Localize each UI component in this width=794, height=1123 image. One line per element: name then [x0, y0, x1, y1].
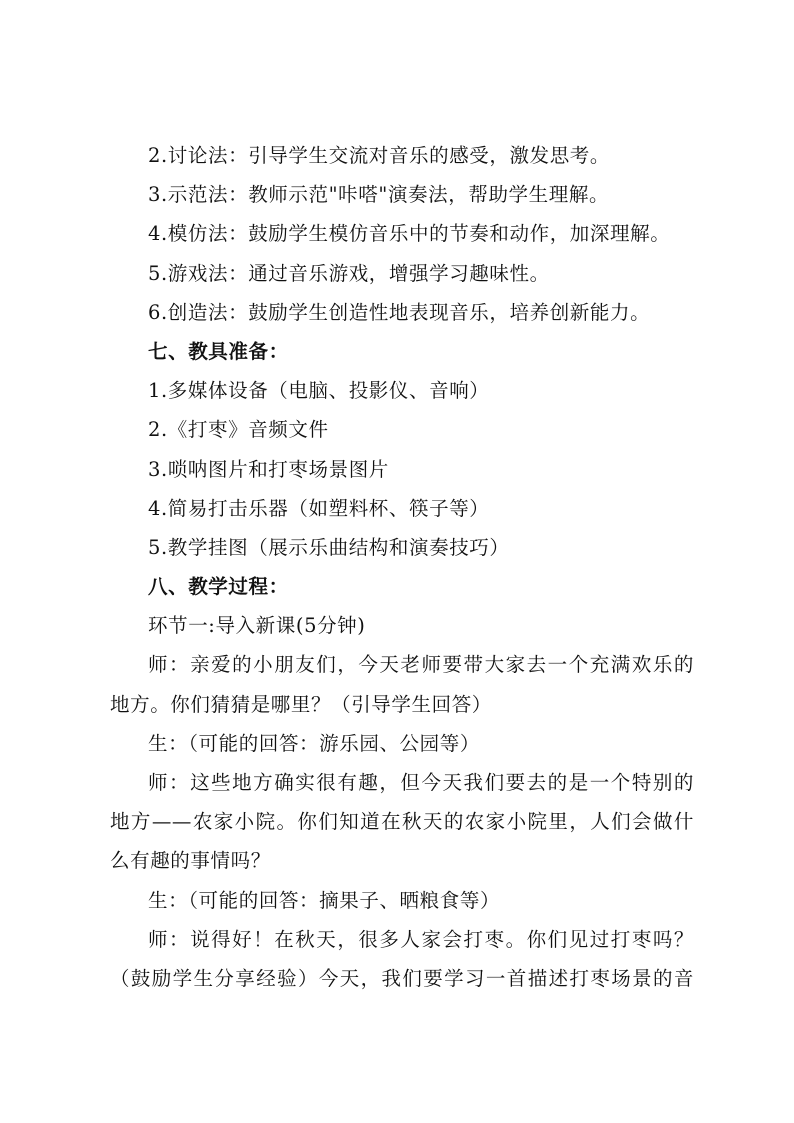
- paragraph-student-1: 生：（可能的回答：游乐园、公园等）: [148, 731, 480, 755]
- paragraph-teacher-2-line-3: 么有趣的事情吗？: [110, 849, 271, 873]
- paragraph-student-2: 生：（可能的回答：摘果子、晒粮食等）: [148, 888, 501, 912]
- method-item-2: 2.讨论法：引导学生交流对音乐的感受，激发思考。: [148, 144, 611, 167]
- section-7-heading: 七、教具准备：: [148, 339, 289, 363]
- equipment-item-5: 5.教学挂图（展示乐曲结构和演奏技巧）: [148, 535, 510, 559]
- paragraph-teacher-3-line-1: 师：说得好！在秋天，很多人家会打枣。你们见过打枣吗？: [148, 927, 694, 951]
- paragraph-teacher-1-line-1: 师：亲爱的小朋友们，今天老师要带大家去一个充满欢乐的: [148, 653, 694, 677]
- equipment-item-4: 4.简易打击乐器（如塑料杯、筷子等）: [148, 496, 490, 520]
- method-item-5: 5.游戏法：通过音乐游戏，增强学习趣味性。: [148, 261, 550, 285]
- method-item-3: 3.示范法：教师示范"咔嗒"演奏法，帮助学生理解。: [148, 183, 610, 207]
- method-item-4: 4.模仿法：鼓励学生模仿音乐中的节奏和动作，加深理解。: [148, 222, 671, 246]
- paragraph-teacher-1-line-2: 地方。你们猜猜是哪里？（引导学生回答）: [110, 692, 492, 716]
- method-item-6: 6.创造法：鼓励学生创造性地表现音乐，培养创新能力。: [148, 300, 651, 324]
- equipment-item-2: 2.《打枣》音频文件: [148, 418, 329, 442]
- paragraph-teacher-3-line-2: （鼓励学生分享经验）今天，我们要学习一首描述打枣场景的音: [110, 966, 694, 990]
- paragraph-teacher-2-line-1: 师：这些地方确实很有趣，但今天我们要去的是一个特别的: [148, 771, 694, 794]
- equipment-item-1: 1.多媒体设备（电脑、投影仪、音响）: [148, 379, 490, 403]
- paragraph-teacher-2-line-2: 地方——农家小院。你们知道在秋天的农家小院里，人们会做什: [110, 810, 694, 834]
- section-8-heading: 八、教学过程：: [148, 575, 289, 599]
- step-1-title: 环节一:导入新课(5分钟): [148, 614, 366, 638]
- equipment-item-3: 3.唢呐图片和打枣场景图片: [148, 457, 389, 481]
